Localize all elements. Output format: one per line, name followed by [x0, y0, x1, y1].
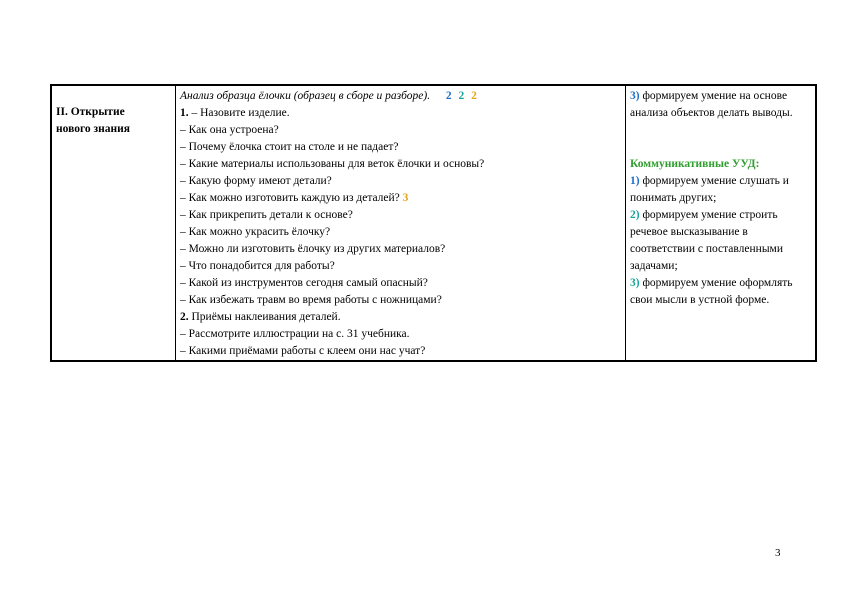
page-number: 3 [775, 547, 781, 559]
item-text: – Почему ёлочка стоит на столе и не падает? [180, 141, 399, 153]
item-text: – Какую форму имеют детали? [180, 175, 332, 187]
item-text: – Как она устроена? [180, 124, 279, 136]
stage-cell [51, 85, 176, 361]
list-item [180, 258, 621, 275]
item-text: – Можно ли изготовить ёлочку из других материалов? [180, 243, 446, 255]
level-mark: 2 [471, 90, 477, 102]
outcome-text: формируем умение на основе анализа объектов делать выводы. [630, 90, 793, 119]
list-item [180, 190, 621, 207]
sample-analysis-heading [180, 88, 621, 105]
item-text: Приёмы наклеивания деталей. [188, 311, 341, 323]
level-mark: 2 [458, 90, 465, 102]
outcome-number: 3) [630, 90, 640, 102]
item-text: – Что понадобится для работы? [180, 260, 335, 272]
level-mark: 3 [402, 192, 409, 204]
item-text: – Назовите изделие. [188, 107, 290, 119]
item-text: – Какой из инструментов сегодня самый опасный? [180, 277, 428, 289]
level-mark: 2 [445, 90, 452, 102]
outcome-text: формируем умение строить речевое высказывание в соответствии с поставленными задачами; [630, 209, 783, 272]
sample-analysis-text: Анализ образца ёлочки (образец в сборе и разборе). [180, 90, 431, 102]
list-item [180, 292, 621, 309]
list-item [630, 207, 811, 275]
uud-cell [626, 85, 817, 361]
outcome-number: 2) [630, 209, 640, 221]
stage-title-line: II. Открытие [56, 106, 125, 118]
list-item [180, 139, 621, 156]
list-item [180, 122, 621, 139]
list-item [180, 241, 621, 258]
list-item [630, 173, 811, 207]
item-text: – Как прикрепить детали к основе? [180, 209, 353, 221]
list-item [180, 224, 621, 241]
item-number: 2. [180, 311, 189, 323]
item-text: – Как можно изготовить каждую из деталей? [180, 192, 400, 204]
list-item [180, 309, 621, 326]
item-text: – Какими приёмами работы с клеем они нас учат? [180, 345, 426, 357]
list-item [180, 326, 621, 343]
outcome-number: 1) [630, 175, 640, 187]
item-text: – Какие материалы использованы для веток ёлочки и основы? [180, 158, 485, 170]
list-item [180, 173, 621, 190]
outcome-number: 3) [630, 277, 640, 289]
list-item [630, 275, 811, 309]
stage-title [52, 86, 175, 138]
list-item [180, 105, 621, 122]
lesson-table [50, 84, 817, 362]
item-number: 1. [180, 107, 189, 119]
teacher-activity-cell [176, 85, 626, 361]
list-item [180, 275, 621, 292]
item-text: – Как можно украсить ёлочку? [180, 226, 331, 238]
communicative-uud-heading: Коммуникативные УУД: [630, 158, 760, 170]
table-row [51, 85, 816, 361]
outcome-text: формируем умение слушать и понимать других; [630, 175, 789, 204]
list-item [180, 207, 621, 224]
outcome-text: формируем умение оформлять свои мысли в устной форме. [630, 277, 793, 306]
cognitive-outcome [630, 88, 811, 122]
item-text: – Как избежать травм во время работы с ножницами? [180, 294, 442, 306]
item-text: – Рассмотрите иллюстрации на с. 31 учебника. [180, 328, 410, 340]
list-item [180, 156, 621, 173]
stage-title-line: нового знания [56, 123, 131, 135]
list-item [180, 343, 621, 360]
